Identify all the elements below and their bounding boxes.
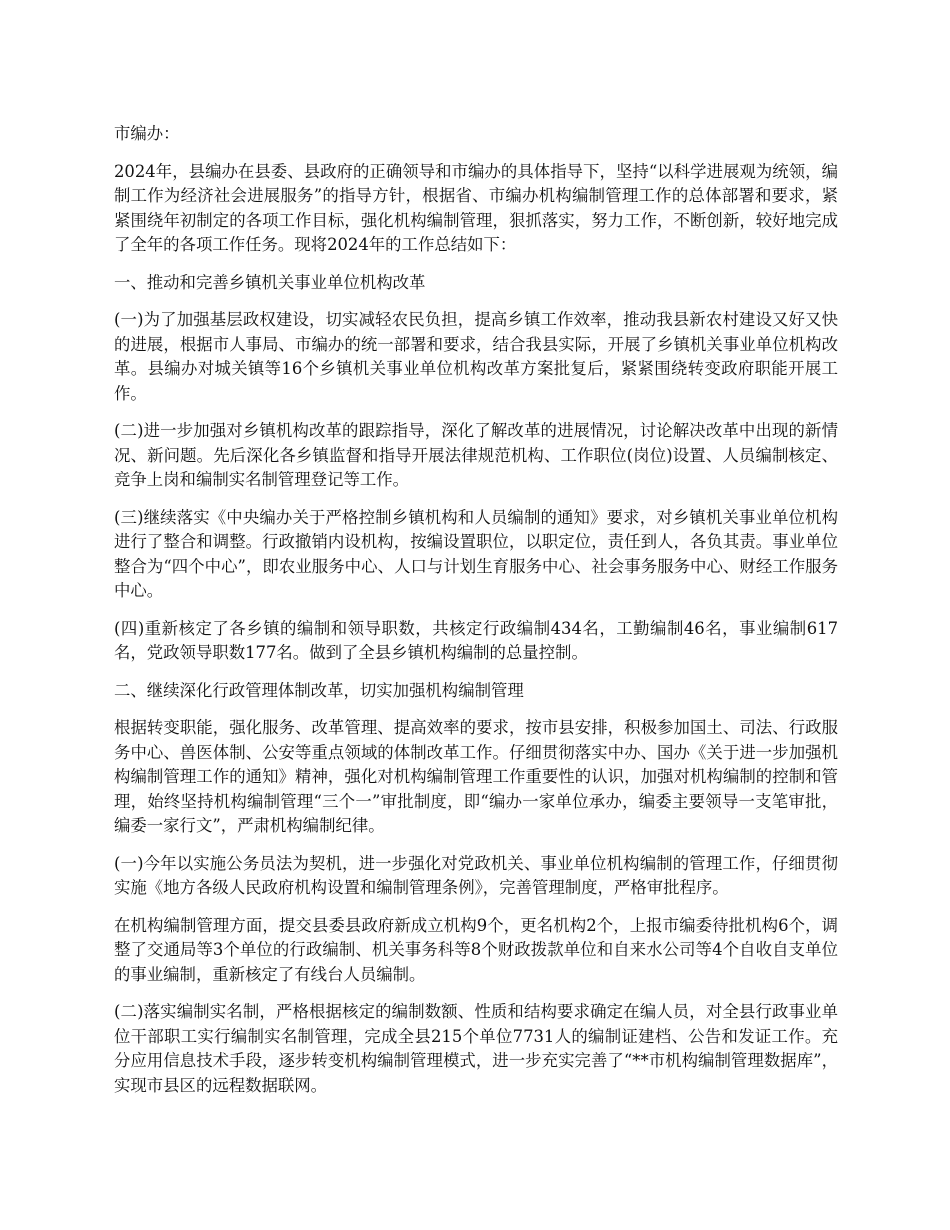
salutation: 市编办： xyxy=(114,124,180,143)
paragraph-2-2: (二)落实编制实名制，严格根据核定的编制数额、性质和结构要求确定在编人员，对全县行政事业单位干部职工实行编制实名制管理，完成全县215个单位7731人的编制证建档、公告和发证工作。充分应用信息技术手段，逐步转变机构编制管理模式，进一步充实完善了“**市机构编制管理数据库”，实现市县区的远程数据联网。 xyxy=(114,1002,838,1095)
paragraph-1-3: (三)继续落实《中央编办关于严格控制乡镇机构和人员编制的通知》要求，对乡镇机关事业单位机构进行了整合和调整。行政撤销内设机构，按编设置职位，以职定位，责任到人，各负其责。事业单位整合为“四个中心”，即农业服务中心、人口与计划生育服务中心、社会事务服务中心、财经工作服务中心。 xyxy=(114,507,838,600)
paragraph-1-2: (二)进一步加强对乡镇机构改革的跟踪指导，深化了解改革的进展情况，讨论解决改革中出现的新情况、新问题。先后深化各乡镇监督和指导开展法律规范机构、工作职位(岗位)设置、人员编制核定、竞争上岗和编制实名制管理登记等工作。 xyxy=(114,421,838,489)
paragraph-1-1: (一)为了加强基层政权建设，切实减轻农民负担，提高乡镇工作效率，推动我县新农村建设又好又快的进展，根据市人事局、市编办的统一部署和要求，结合我县实际，开展了乡镇机关事业单位机构改革。县编办对城关镇等16个乡镇机关事业单位机构改革方案批复后，紧紧围绕转变政府职能开展工作。 xyxy=(114,310,838,403)
paragraph-2-intro: 根据转变职能，强化服务、改革管理、提高效率的要求，按市县安排，积极参加国土、司法、行政服务中心、兽医体制、公安等重点领域的体制改革工作。仔细贯彻落实中办、国办《关于进一步加强机构编制管理工作的通知》精神，强化对机构编制管理工作重要性的认识，加强对机构编制的控制和管理，始终坚持机构编制管理“三个一”审批制度，即“编办一家单位承办，编委主要领导一支笔审批，编委一家行文”，严肃机构编制纪律。 xyxy=(114,718,838,835)
section-heading-2: 二、继续深化行政管理体制改革，切实加强机构编制管理 xyxy=(114,680,524,700)
paragraph-1-4: (四)重新核定了各乡镇的编制和领导职数，共核定行政编制434名，工勤编制46名，事业编制617名，党政领导职数177名。做到了全县乡镇机构编制的总量控制。 xyxy=(114,618,838,662)
section-heading-1: 一、推动和完善乡镇机关事业单位机构改革 xyxy=(114,272,426,292)
paragraph-2-1-detail: 在机构编制管理方面，提交县委县政府新成立机构9个，更名机构2个，上报市编委待批机构6个，调整了交通局等3个单位的行政编制、机关事务科等8个财政拨款单位和自来水公司等4个自收自支单位的事业编制，重新核定了有线台人员编制。 xyxy=(114,915,838,984)
paragraph-intro: 2024年，县编办在县委、县政府的正确领导和市编办的具体指导下，坚持“以科学进展观为统领，编制工作为经济社会进展服务”的指导方针，根据省、市编办机构编制管理工作的总体部署和要求，紧紧围绕年初制定的各项工作目标，强化机构编制管理，狠抓落实，努力工作，不断创新，较好地完成了全年的各项工作任务。现将2024年的工作总结如下： xyxy=(114,161,838,254)
paragraph-2-1: (一)今年以实施公务员法为契机，进一步强化对党政机关、事业单位机构编制的管理工作，仔细贯彻实施《地方各级人民政府机构设置和编制管理条例》，完善管理制度，严格审批程序。 xyxy=(114,853,838,897)
